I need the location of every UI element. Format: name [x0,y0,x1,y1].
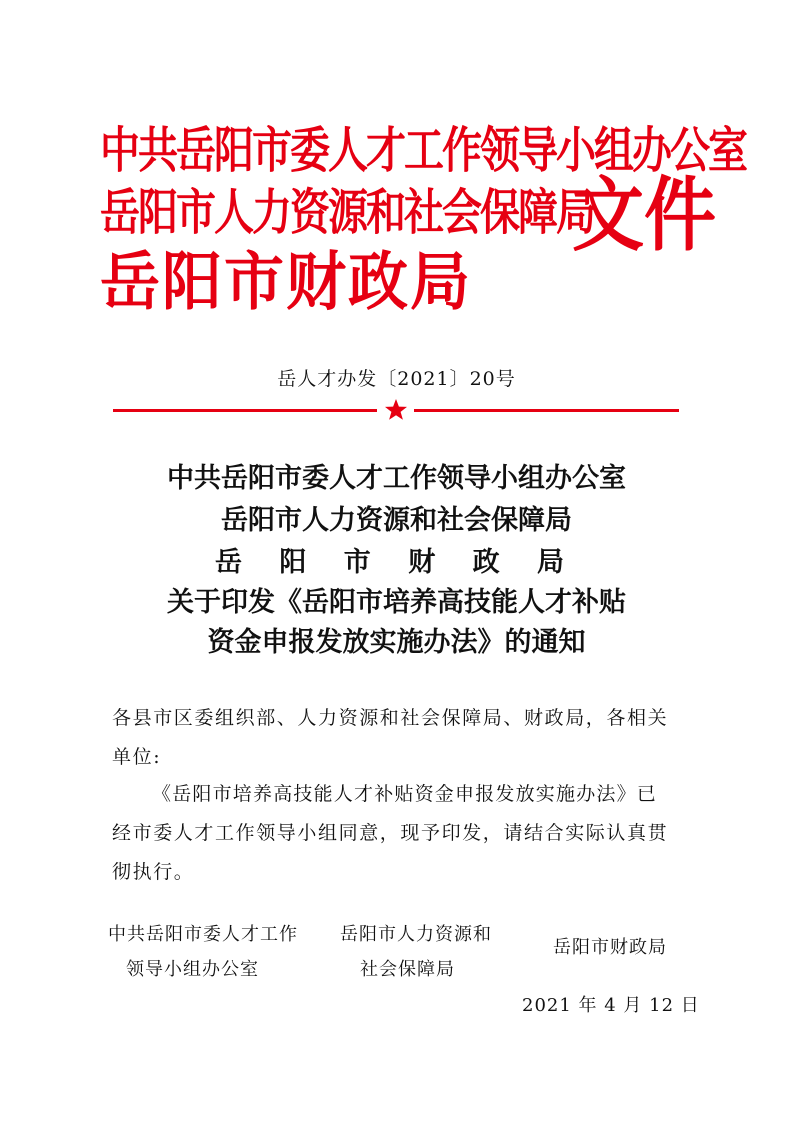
body-paragraph-line-2: 经市委人才工作领导小组同意，现予印发，请结合实际认真贯 [112,822,669,844]
letterhead-issuer-3: 岳阳市财政局 [100,245,472,320]
issue-date: 2021 年 4 月 12 日 [522,995,700,1016]
title-line-3: 岳 阳 市 财 政 局 [215,547,578,578]
signature-party-3: 岳阳市财政局 [553,937,667,958]
title-line-2: 岳阳市人力资源和社会保障局 [221,505,572,536]
signature-party-2-line-2: 社会保障局 [360,959,455,980]
signature-party-1-line-2: 领导小组办公室 [126,959,259,980]
title-line-5: 资金申报发放实施办法》的通知 [207,627,586,658]
signature-party-2-line-1: 岳阳市人力资源和 [340,924,492,945]
body-paragraph-line-1: 《岳阳市培养高技能人才补贴资金申报发放实施办法》已 [152,783,658,805]
letterhead-issuer-1: 中共岳阳市委人才工作领导小组办公室 [100,122,746,180]
title-line-4: 关于印发《岳阳市培养高技能人才补贴 [167,587,626,618]
signature-party-1-line-1: 中共岳阳市委人才工作 [108,924,298,945]
addressee-line-1: 各县市区委组织部、人力资源和社会保障局、财政局，各相关 [112,707,669,729]
star-icon [384,398,408,422]
letterhead-suffix: 文件 [572,167,717,262]
title-line-1: 中共岳阳市委人才工作领导小组办公室 [167,463,626,494]
separator-line-right [414,409,679,412]
letterhead-issuer-2: 岳阳市人力资源和社会保障局 [100,184,594,242]
document-number: 岳人才办发〔2021〕20号 [277,368,516,390]
separator-line-left [113,409,377,412]
body-paragraph-line-3: 彻执行。 [112,861,195,883]
addressee-line-2: 单位: [112,746,162,768]
